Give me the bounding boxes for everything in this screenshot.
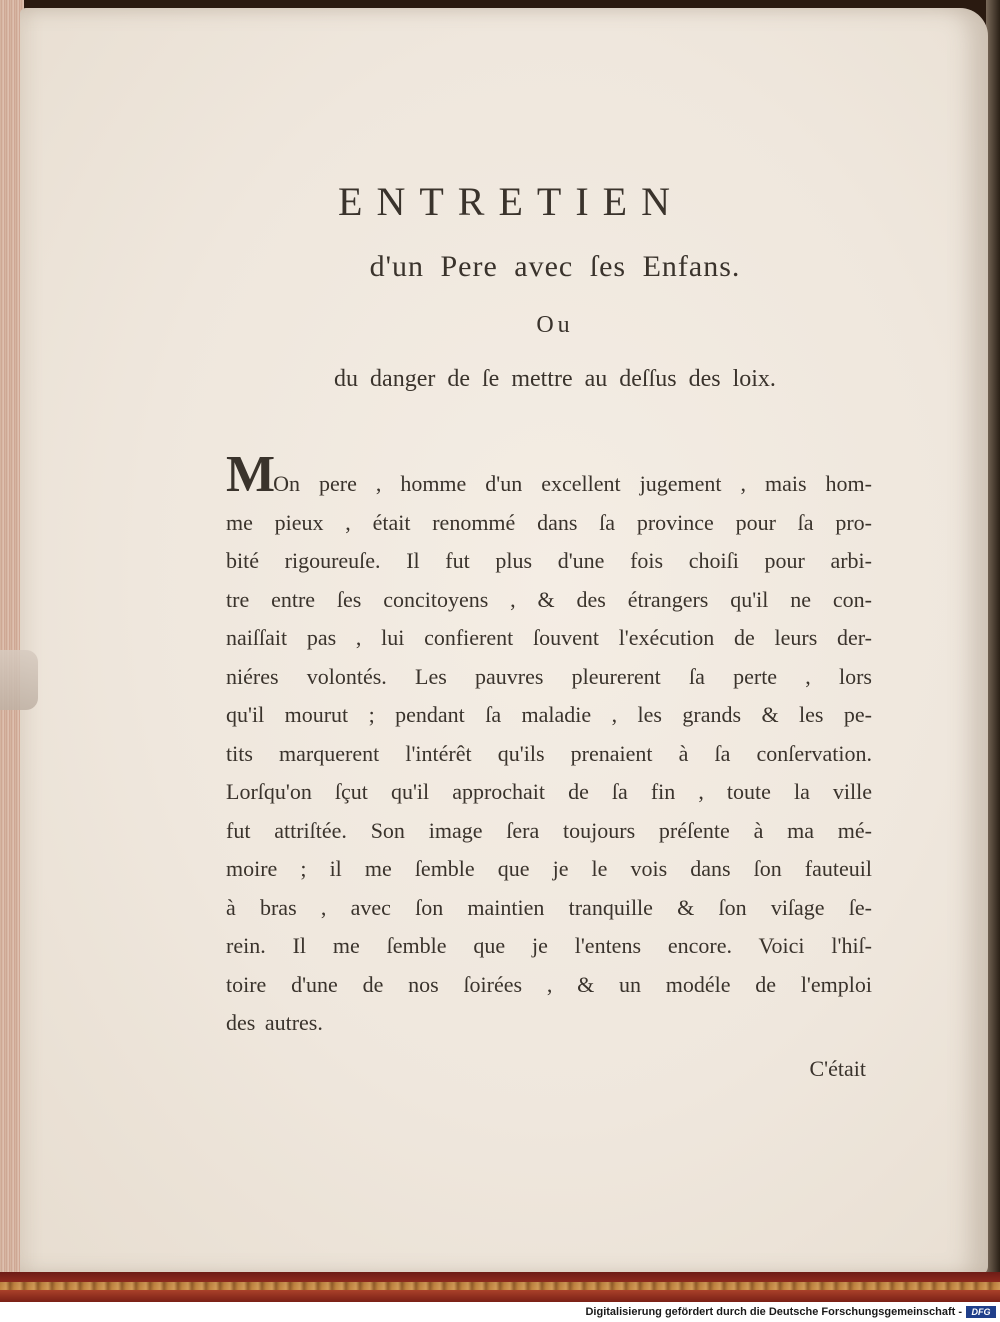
text-line: tre entre ſes concitoyens , & des étrangers qu'il ne con-	[226, 586, 872, 612]
text-line: Lorſqu'on ſçut qu'il approchait de ſa fin , toute la ville	[226, 779, 872, 804]
title-connector: Ou	[536, 312, 574, 338]
chapter-title: ENTRETIEN	[338, 179, 684, 224]
text-line: toire d'une de nos ſoirées , & un modéle de l'emploi	[226, 971, 872, 997]
text-line: rein. Il me ſemble que je l'entens encore. Voici l'hiſ-	[226, 933, 872, 958]
chapter-subject: du danger de ſe mettre au deſſus des loix.	[334, 366, 776, 392]
binding-strip	[0, 1272, 1000, 1302]
funding-credit: Digitalisierung gefördert durch die Deutsche Forschungsgemeinschaft -	[585, 1306, 962, 1318]
chapter-subtitle: d'un Pere avec ſes Enfans.	[369, 250, 741, 283]
drop-cap: M	[226, 446, 274, 503]
page-tab	[0, 650, 38, 710]
right-page-edge	[986, 0, 1000, 1300]
dfg-logo-icon: DFG	[966, 1306, 996, 1318]
text-line: naiſſait pas , lui confierent ſouvent l'exécution de leurs der-	[226, 625, 872, 650]
catchword: C'était	[809, 1056, 866, 1081]
text-line: tits marquerent l'intérêt qu'ils prenaient à ſa conſervation.	[226, 740, 872, 766]
text-line: niéres volontés. Les pauvres pleurerent ſa perte , lors	[226, 663, 872, 689]
body-text	[226, 446, 872, 1043]
text-line: moire ; il me ſemble que je le vois dans ſon fauteuil	[226, 856, 872, 881]
text-line	[226, 446, 872, 504]
digitization-footer	[0, 1302, 1000, 1322]
first-line-text: On pere , homme d'un excellent jugement , mais hom-	[273, 471, 872, 496]
text-line: fut attriſtée. Son image ſera toujours préſente à ma mé-	[226, 817, 872, 843]
text-line: me pieux , était renommé dans ſa province pour ſa pro-	[226, 509, 872, 535]
text-line: à bras , avec ſon maintien tranquille & ſon viſage ſe-	[226, 894, 872, 920]
text-line: des autres.	[226, 1010, 323, 1035]
text-line: bité rigoureuſe. Il fut plus d'une fois choiſi pour arbi-	[226, 548, 872, 573]
text-line: qu'il mourut ; pendant ſa maladie , les grands & les pe-	[226, 702, 872, 727]
